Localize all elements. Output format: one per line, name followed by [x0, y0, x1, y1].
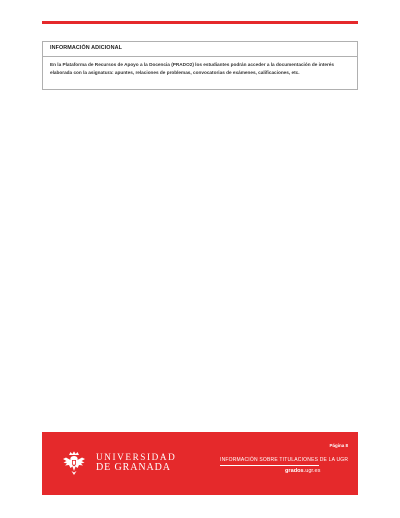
- page-number: Página 8: [329, 443, 348, 448]
- brand-line-1: UNIVERSIDAD: [96, 452, 177, 462]
- additional-info-heading: INFORMACIÓN ADICIONAL: [43, 42, 357, 57]
- additional-info-box: [42, 41, 358, 90]
- footer-title-underline: [220, 465, 319, 466]
- footer-doc-title: INFORMACIÓN SOBRE TITULACIONES DE LA UGR: [220, 457, 349, 463]
- additional-info-body: [43, 57, 357, 77]
- info-line-2: elaborada con la asignatura: apuntes, relaciones de problemas, convocatorias de exámenes, calificaciones, etc.: [50, 70, 300, 75]
- grades-domain: .ugr.es: [303, 468, 321, 474]
- university-crest-icon: [60, 449, 88, 477]
- info-line-1: En la Plataforma de Recursos de Apoyo a la Docencia (PRADO2) los estudiantes podrán acceder a la documentación de interés: [50, 62, 335, 67]
- university-brand: [96, 452, 176, 473]
- grades-website-link[interactable]: [285, 468, 320, 474]
- brand-line-2: DE GRANADA: [96, 461, 171, 473]
- top-accent-rule: [42, 21, 358, 24]
- grades-name: grados: [285, 468, 304, 474]
- page-footer: [42, 432, 358, 495]
